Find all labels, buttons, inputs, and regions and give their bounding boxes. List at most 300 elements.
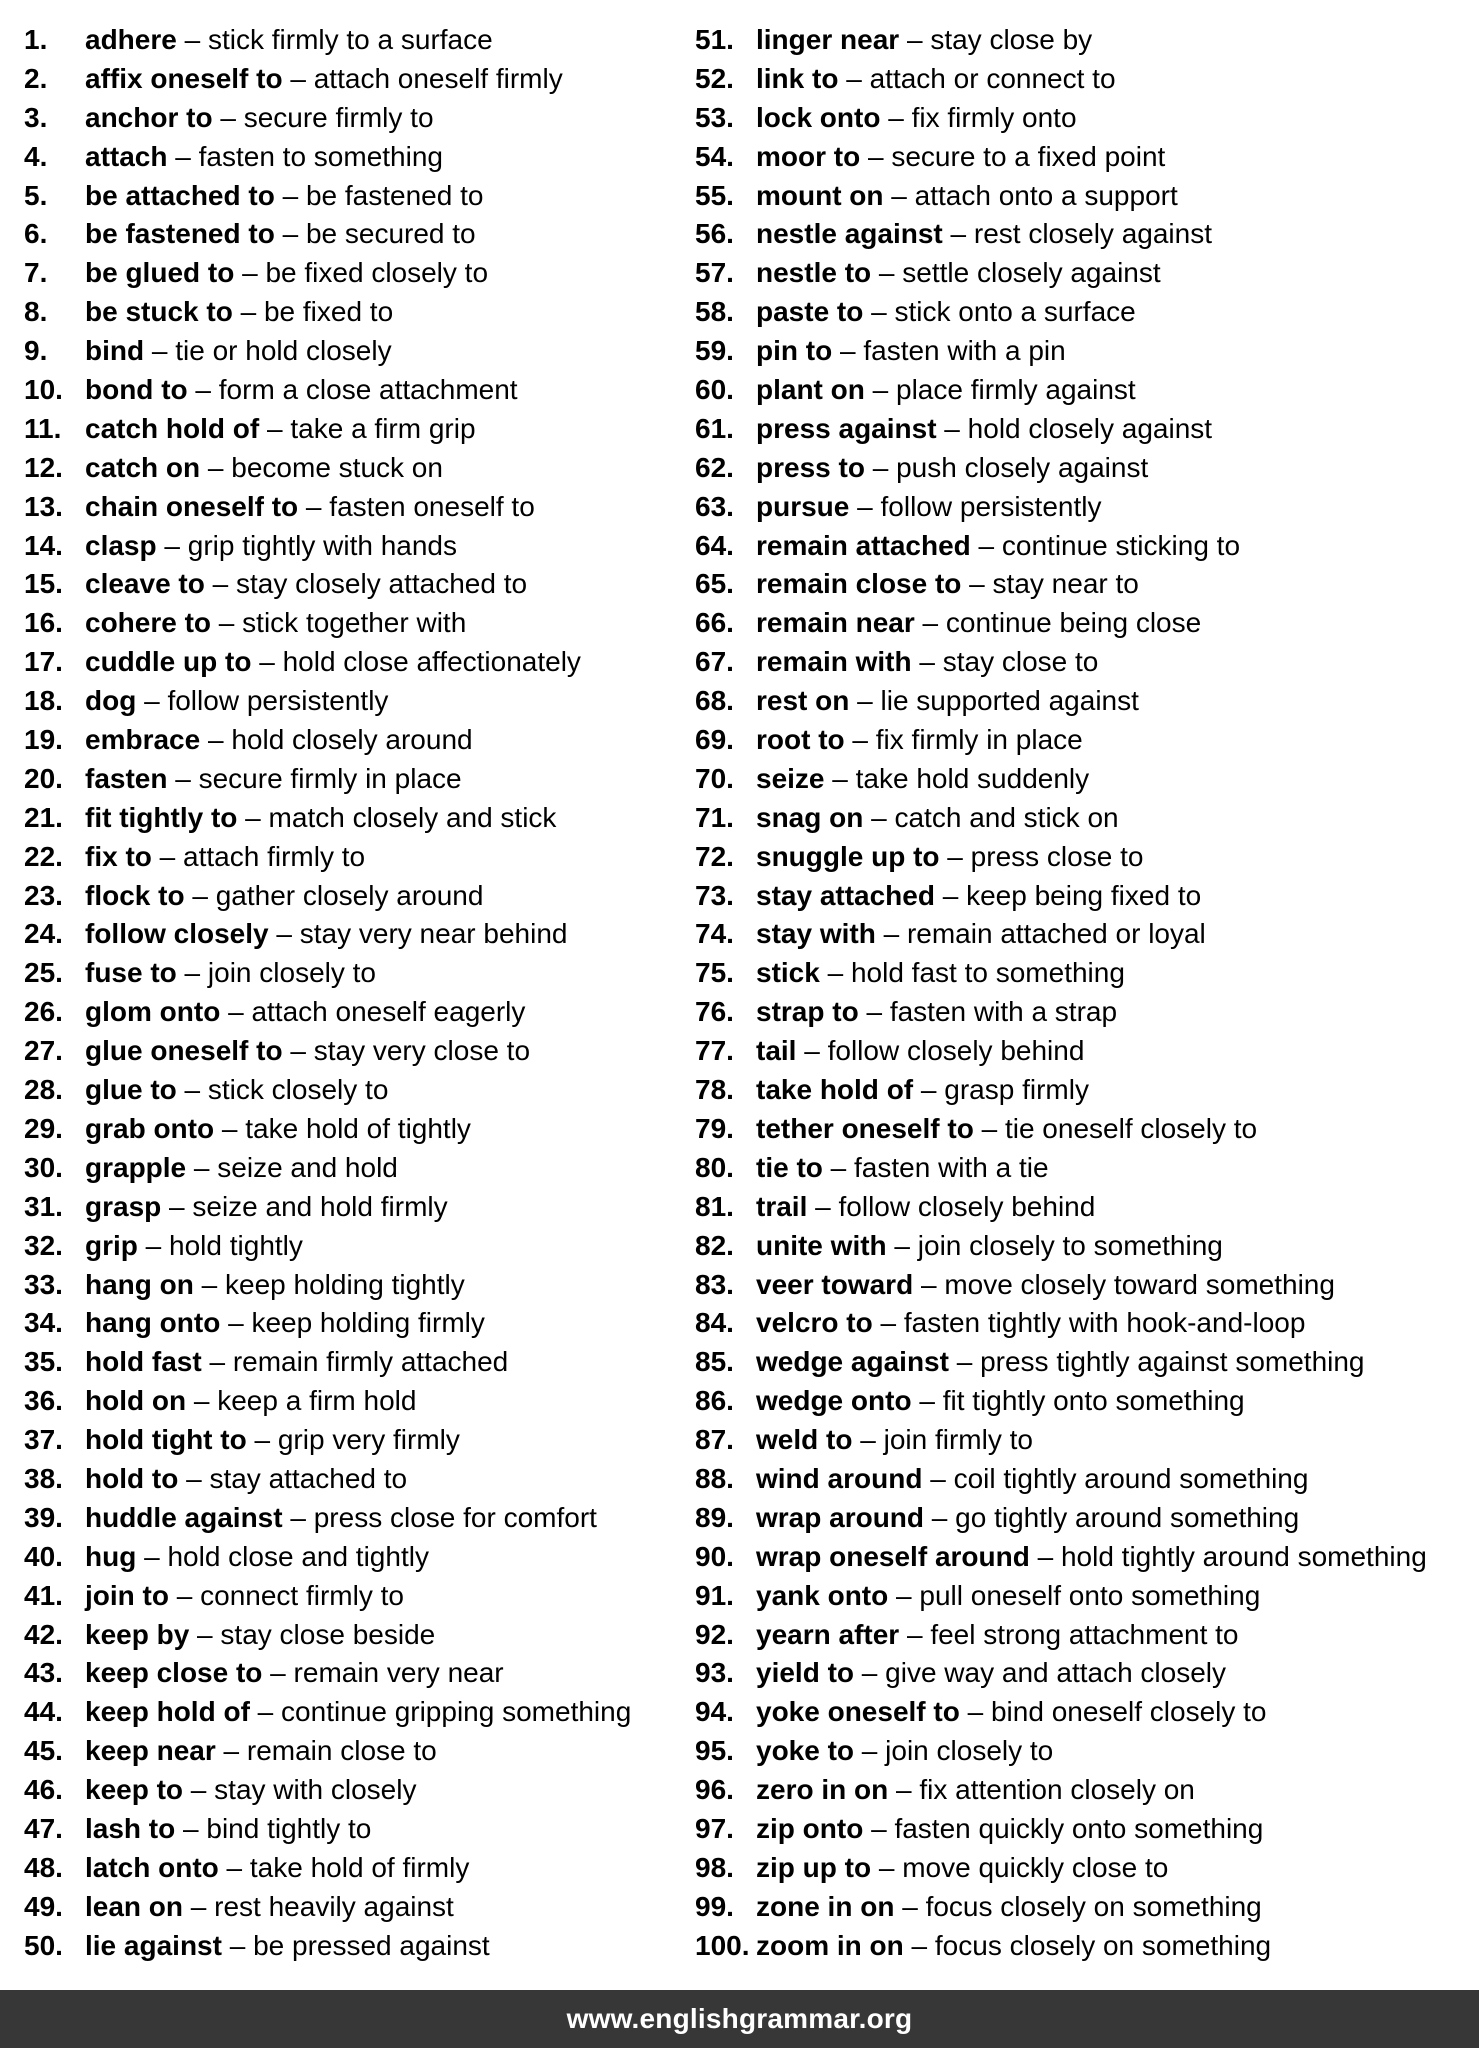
- item-number: 9.: [24, 335, 48, 367]
- item-number: 30.: [24, 1151, 63, 1183]
- item-term: press to: [756, 451, 865, 483]
- item-number: 48.: [24, 1851, 63, 1883]
- list-item: [24, 565, 684, 604]
- item-separator: –: [220, 1307, 252, 1339]
- item-term: bond to: [85, 374, 188, 406]
- list-item: [695, 1188, 1465, 1227]
- list-item: [695, 1110, 1465, 1149]
- item-number: 33.: [24, 1268, 63, 1300]
- item-term: zip up to: [756, 1851, 872, 1883]
- item-separator: –: [268, 918, 300, 950]
- item-definition: bind tightly to: [206, 1812, 372, 1844]
- list-item: [24, 1343, 684, 1382]
- list-item: [24, 1693, 684, 1732]
- item-term: keep by: [85, 1618, 190, 1650]
- list-item: [24, 838, 684, 877]
- list-item: [695, 215, 1465, 254]
- item-separator: –: [899, 1618, 931, 1650]
- list-item: [24, 1849, 684, 1888]
- item-text: [85, 682, 388, 721]
- item-definition: stay close by: [930, 24, 1093, 55]
- item-number: 60.: [695, 374, 734, 406]
- item-separator: –: [849, 490, 881, 522]
- item-separator: –: [936, 412, 968, 444]
- item-separator: –: [899, 24, 931, 55]
- item-definition: stick together with: [242, 607, 467, 639]
- item-separator: –: [970, 529, 1002, 561]
- item-term: dog: [85, 685, 137, 717]
- item-term: grip: [85, 1229, 138, 1261]
- item-separator: –: [262, 1657, 294, 1689]
- item-text: [756, 721, 1083, 760]
- item-definition: give way and attach closely: [885, 1657, 1227, 1689]
- item-definition: fasten tightly with hook-and-loop: [903, 1307, 1306, 1339]
- item-term: lock onto: [756, 101, 881, 133]
- item-number: 35.: [24, 1346, 63, 1378]
- item-separator: –: [948, 1346, 981, 1378]
- item-number: 90.: [695, 1540, 734, 1572]
- item-term: stick: [756, 957, 820, 989]
- item-number: 36.: [24, 1385, 63, 1417]
- list-item: [24, 643, 684, 682]
- list-item: [695, 1421, 1465, 1460]
- item-definition: secure firmly to: [243, 101, 434, 133]
- item-text: [85, 1071, 388, 1110]
- item-number: 97.: [695, 1812, 734, 1844]
- item-text: [85, 99, 434, 138]
- item-definition: follow closely behind: [838, 1190, 1096, 1222]
- list-item: [695, 449, 1465, 488]
- item-term: hold tight to: [85, 1424, 247, 1456]
- word-list-left-column: [24, 21, 684, 1966]
- list-item: [695, 138, 1465, 177]
- item-term: hug: [85, 1540, 137, 1572]
- item-text: [85, 1538, 429, 1577]
- item-definition: stick firmly to a surface: [207, 24, 493, 55]
- item-separator: –: [298, 490, 330, 522]
- item-term: lie against: [85, 1929, 222, 1961]
- item-text: [85, 1654, 504, 1693]
- item-definition: fit tightly onto something: [942, 1385, 1245, 1417]
- item-definition: fasten oneself to: [329, 490, 535, 522]
- item-definition: secure to a fixed point: [891, 140, 1166, 172]
- list-item: [695, 877, 1465, 916]
- item-definition: join closely to: [885, 1735, 1054, 1767]
- item-text: [756, 1616, 1239, 1655]
- list-item: [695, 21, 1465, 60]
- item-text: [756, 138, 1165, 177]
- item-definition: fix firmly in place: [875, 724, 1083, 756]
- item-term: wrap oneself around: [756, 1540, 1030, 1572]
- item-term: root to: [756, 724, 845, 756]
- list-item: [24, 1538, 684, 1577]
- item-text: [756, 254, 1161, 293]
- item-text: [85, 1032, 530, 1071]
- item-text: [756, 838, 1143, 877]
- item-term: be fastened to: [85, 218, 275, 250]
- item-definition: rest heavily against: [214, 1890, 454, 1922]
- item-text: [85, 177, 483, 216]
- item-term: linger near: [756, 24, 900, 55]
- list-item: [695, 1149, 1465, 1188]
- list-item: [695, 993, 1465, 1032]
- item-text: [85, 1616, 435, 1655]
- item-separator: –: [863, 1812, 895, 1844]
- list-item: [695, 488, 1465, 527]
- item-separator: –: [822, 1151, 855, 1183]
- list-item: [695, 1382, 1465, 1421]
- list-item: [24, 604, 684, 643]
- item-separator: –: [234, 257, 266, 289]
- item-number: 43.: [24, 1657, 63, 1689]
- item-definition: place firmly against: [896, 374, 1136, 406]
- item-number: 79.: [695, 1112, 734, 1144]
- item-definition: focus closely on something: [934, 1929, 1272, 1961]
- item-number: 37.: [24, 1424, 63, 1456]
- item-text: [85, 643, 581, 682]
- item-separator: –: [854, 1657, 886, 1689]
- item-text: [85, 1343, 508, 1382]
- item-number: 15.: [24, 568, 63, 600]
- item-term: embrace: [85, 724, 201, 756]
- item-definition: go tightly around something: [955, 1501, 1300, 1533]
- list-item: [24, 1577, 684, 1616]
- item-text: [85, 1188, 448, 1227]
- item-number: 45.: [24, 1735, 63, 1767]
- item-definition: be secured to: [305, 218, 476, 250]
- item-text: [756, 1071, 1089, 1110]
- item-text: [756, 1149, 1049, 1188]
- item-separator: –: [1029, 1540, 1061, 1572]
- item-term: cuddle up to: [85, 646, 252, 678]
- list-item: [695, 760, 1465, 799]
- item-definition: keep being fixed to: [966, 879, 1202, 911]
- item-separator: –: [215, 1735, 247, 1767]
- item-text: [756, 565, 1139, 604]
- item-term: stay with: [756, 918, 876, 950]
- item-term: hang onto: [85, 1307, 221, 1339]
- item-separator: –: [807, 1190, 839, 1222]
- item-term: fuse to: [85, 957, 177, 989]
- item-text: [756, 1304, 1305, 1343]
- item-separator: –: [959, 1696, 991, 1728]
- list-item: [695, 1499, 1465, 1538]
- item-separator: –: [911, 646, 943, 678]
- item-term: press against: [756, 412, 937, 444]
- item-separator: –: [183, 1890, 215, 1922]
- item-term: join to: [85, 1579, 169, 1611]
- item-number: 61.: [695, 412, 734, 444]
- list-item: [695, 838, 1465, 877]
- item-text: [85, 1771, 416, 1810]
- word-list-right-column: [695, 21, 1465, 1966]
- item-number: 19.: [24, 724, 63, 756]
- item-number: 70.: [695, 762, 734, 794]
- list-item: [24, 1382, 684, 1421]
- list-item: [24, 1304, 684, 1343]
- item-term: moor to: [756, 140, 861, 172]
- item-separator: –: [201, 1346, 233, 1378]
- item-separator: –: [871, 257, 903, 289]
- item-separator: –: [939, 840, 971, 872]
- item-text: [756, 1771, 1195, 1810]
- item-term: flock to: [85, 879, 185, 911]
- item-number: 62.: [695, 451, 734, 483]
- item-definition: join firmly to: [883, 1424, 1033, 1456]
- item-separator: –: [168, 1579, 201, 1611]
- item-definition: keep a firm hold: [217, 1385, 417, 1417]
- item-term: zip onto: [756, 1812, 864, 1844]
- list-item: [24, 721, 684, 760]
- list-item: [695, 954, 1465, 993]
- list-item: [695, 1227, 1465, 1266]
- list-item: [24, 1227, 684, 1266]
- item-number: 49.: [24, 1890, 63, 1922]
- item-term: nestle against: [756, 218, 943, 250]
- item-definition: seize and hold firmly: [192, 1190, 448, 1222]
- item-text: [85, 21, 493, 60]
- list-item: [695, 410, 1465, 449]
- item-separator: –: [282, 62, 314, 94]
- item-text: [756, 760, 1089, 799]
- list-item: [695, 604, 1465, 643]
- list-item: [24, 138, 684, 177]
- item-separator: –: [274, 218, 306, 250]
- item-definition: hold close and tightly: [167, 1540, 429, 1572]
- list-item: [24, 1927, 684, 1966]
- item-term: wedge against: [756, 1346, 949, 1378]
- item-definition: be fastened to: [305, 179, 484, 211]
- item-term: glue to: [85, 1074, 177, 1106]
- item-number: 42.: [24, 1618, 63, 1650]
- item-separator: –: [214, 1112, 246, 1144]
- list-item: [24, 1732, 684, 1771]
- item-text: [85, 877, 483, 916]
- item-separator: –: [183, 1774, 215, 1806]
- item-text: [756, 877, 1201, 916]
- list-item: [24, 1616, 684, 1655]
- item-term: yield to: [756, 1657, 855, 1689]
- item-definition: focus closely on something: [925, 1890, 1262, 1922]
- item-term: zone in on: [756, 1890, 895, 1922]
- list-item: [695, 177, 1465, 216]
- list-item: [695, 1343, 1465, 1382]
- item-separator: –: [863, 296, 895, 328]
- item-number: 40.: [24, 1540, 63, 1572]
- item-definition: remain very near: [293, 1657, 504, 1689]
- item-definition: move quickly close to: [902, 1851, 1169, 1883]
- item-separator: –: [251, 646, 283, 678]
- list-item: [24, 293, 684, 332]
- item-text: [756, 915, 1206, 954]
- item-term: mount on: [756, 179, 884, 211]
- item-separator: –: [176, 24, 208, 55]
- item-term: wedge onto: [756, 1385, 912, 1417]
- item-definition: fasten to something: [198, 140, 443, 172]
- item-text: [756, 1421, 1033, 1460]
- item-term: paste to: [756, 296, 864, 328]
- list-item: [24, 449, 684, 488]
- item-text: [756, 527, 1240, 566]
- item-separator: –: [200, 724, 232, 756]
- item-number: 32.: [24, 1229, 63, 1261]
- item-separator: –: [282, 1501, 314, 1533]
- item-text: [85, 1732, 437, 1771]
- item-separator: –: [832, 335, 864, 367]
- item-term: unite with: [756, 1229, 887, 1261]
- item-term: fix to: [85, 840, 152, 872]
- item-definition: stay near to: [992, 568, 1139, 600]
- item-term: latch onto: [85, 1851, 219, 1883]
- item-definition: grip very firmly: [277, 1424, 460, 1456]
- item-term: hold fast: [85, 1346, 202, 1378]
- item-definition: secure firmly in place: [198, 762, 462, 794]
- item-text: [85, 410, 476, 449]
- list-item: [24, 1654, 684, 1693]
- item-number: 94.: [695, 1696, 734, 1728]
- item-number: 21.: [24, 801, 63, 833]
- list-item: [24, 371, 684, 410]
- item-number: 46.: [24, 1774, 63, 1806]
- item-text: [756, 799, 1119, 838]
- list-item: [24, 332, 684, 371]
- item-text: [85, 954, 376, 993]
- list-item: [695, 721, 1465, 760]
- item-term: be glued to: [85, 257, 235, 289]
- item-separator: –: [913, 1074, 945, 1106]
- list-item: [695, 565, 1465, 604]
- item-number: 10.: [24, 374, 63, 406]
- item-number: 7.: [24, 257, 48, 289]
- item-term: pin to: [756, 335, 833, 367]
- item-separator: –: [913, 1268, 945, 1300]
- item-number: 51.: [695, 24, 734, 55]
- item-term: clasp: [85, 529, 157, 561]
- item-text: [85, 1382, 416, 1421]
- item-term: tether oneself to: [756, 1112, 974, 1144]
- item-term: plant on: [756, 374, 865, 406]
- item-definition: press close for comfort: [313, 1501, 597, 1533]
- item-definition: attach onto a support: [914, 179, 1178, 211]
- item-separator: –: [221, 1929, 254, 1961]
- item-number: 71.: [695, 801, 734, 833]
- item-text: [756, 449, 1148, 488]
- item-definition: hold closely around: [231, 724, 473, 756]
- item-term: follow closely: [85, 918, 269, 950]
- item-term: adhere: [85, 24, 177, 55]
- item-separator: –: [914, 607, 946, 639]
- item-text: [85, 1849, 469, 1888]
- item-separator: –: [922, 1462, 954, 1494]
- item-definition: remain attached or loyal: [906, 918, 1206, 950]
- item-definition: stay close to: [942, 646, 1099, 678]
- item-text: [756, 332, 1066, 371]
- list-item: [695, 1071, 1465, 1110]
- item-term: attach: [85, 140, 168, 172]
- item-number: 50.: [24, 1929, 63, 1961]
- item-separator: –: [144, 335, 176, 367]
- item-text: [85, 1888, 454, 1927]
- item-term: grab onto: [85, 1112, 215, 1144]
- item-number: 12.: [24, 451, 63, 483]
- item-text: [85, 60, 563, 99]
- item-text: [85, 449, 443, 488]
- item-number: 55.: [695, 179, 734, 211]
- item-term: chain oneself to: [85, 490, 299, 522]
- list-item: [695, 682, 1465, 721]
- list-item: [24, 527, 684, 566]
- item-separator: –: [232, 296, 264, 328]
- item-text: [85, 215, 476, 254]
- list-item: [24, 1266, 684, 1305]
- item-separator: –: [178, 1462, 210, 1494]
- item-text: [756, 993, 1117, 1032]
- item-separator: –: [961, 568, 993, 600]
- item-text: [85, 760, 462, 799]
- item-number: 14.: [24, 529, 63, 561]
- item-text: [756, 21, 1092, 60]
- item-definition: gather closely around: [215, 879, 484, 911]
- item-number: 82.: [695, 1229, 734, 1261]
- item-term: hold to: [85, 1462, 179, 1494]
- item-separator: –: [886, 1229, 918, 1261]
- list-item: [24, 1071, 684, 1110]
- item-separator: –: [167, 140, 199, 172]
- item-definition: fix attention closely on: [919, 1774, 1195, 1806]
- item-number: 13.: [24, 490, 63, 522]
- item-definition: attach or connect to: [869, 62, 1116, 94]
- item-number: 57.: [695, 257, 734, 289]
- item-term: remain with: [756, 646, 912, 678]
- item-term: zero in on: [756, 1774, 889, 1806]
- item-term: bind: [85, 335, 145, 367]
- item-text: [85, 1927, 490, 1966]
- item-number: 28.: [24, 1074, 63, 1106]
- item-separator: –: [858, 996, 890, 1028]
- footer-website-url[interactable]: www.englishgrammar.org: [566, 2003, 913, 2034]
- item-number: 44.: [24, 1696, 63, 1728]
- item-term: keep hold of: [85, 1696, 250, 1728]
- item-definition: attach oneself firmly: [313, 62, 563, 94]
- item-term: yank onto: [756, 1579, 889, 1611]
- list-item: [695, 1538, 1465, 1577]
- item-term: hold on: [85, 1385, 187, 1417]
- item-separator: –: [184, 879, 216, 911]
- item-text: [756, 643, 1098, 682]
- item-definition: fix firmly onto: [911, 101, 1077, 133]
- item-text: [756, 1810, 1263, 1849]
- item-separator: –: [204, 568, 236, 600]
- item-number: 47.: [24, 1812, 63, 1844]
- item-text: [85, 527, 457, 566]
- item-text: [756, 1188, 1095, 1227]
- item-definition: fasten with a pin: [863, 335, 1066, 367]
- list-item: [695, 254, 1465, 293]
- list-item: [24, 877, 684, 916]
- item-number: 17.: [24, 646, 63, 678]
- item-text: [85, 332, 392, 371]
- item-separator: –: [864, 374, 897, 406]
- item-text: [756, 1343, 1365, 1382]
- item-separator: –: [175, 1812, 207, 1844]
- list-item: [695, 1266, 1465, 1305]
- item-text: [85, 1304, 485, 1343]
- item-number: 84.: [695, 1307, 734, 1339]
- item-separator: –: [237, 801, 269, 833]
- item-term: grapple: [85, 1151, 187, 1183]
- item-definition: become stuck on: [231, 451, 443, 483]
- item-definition: lie supported against: [880, 685, 1139, 717]
